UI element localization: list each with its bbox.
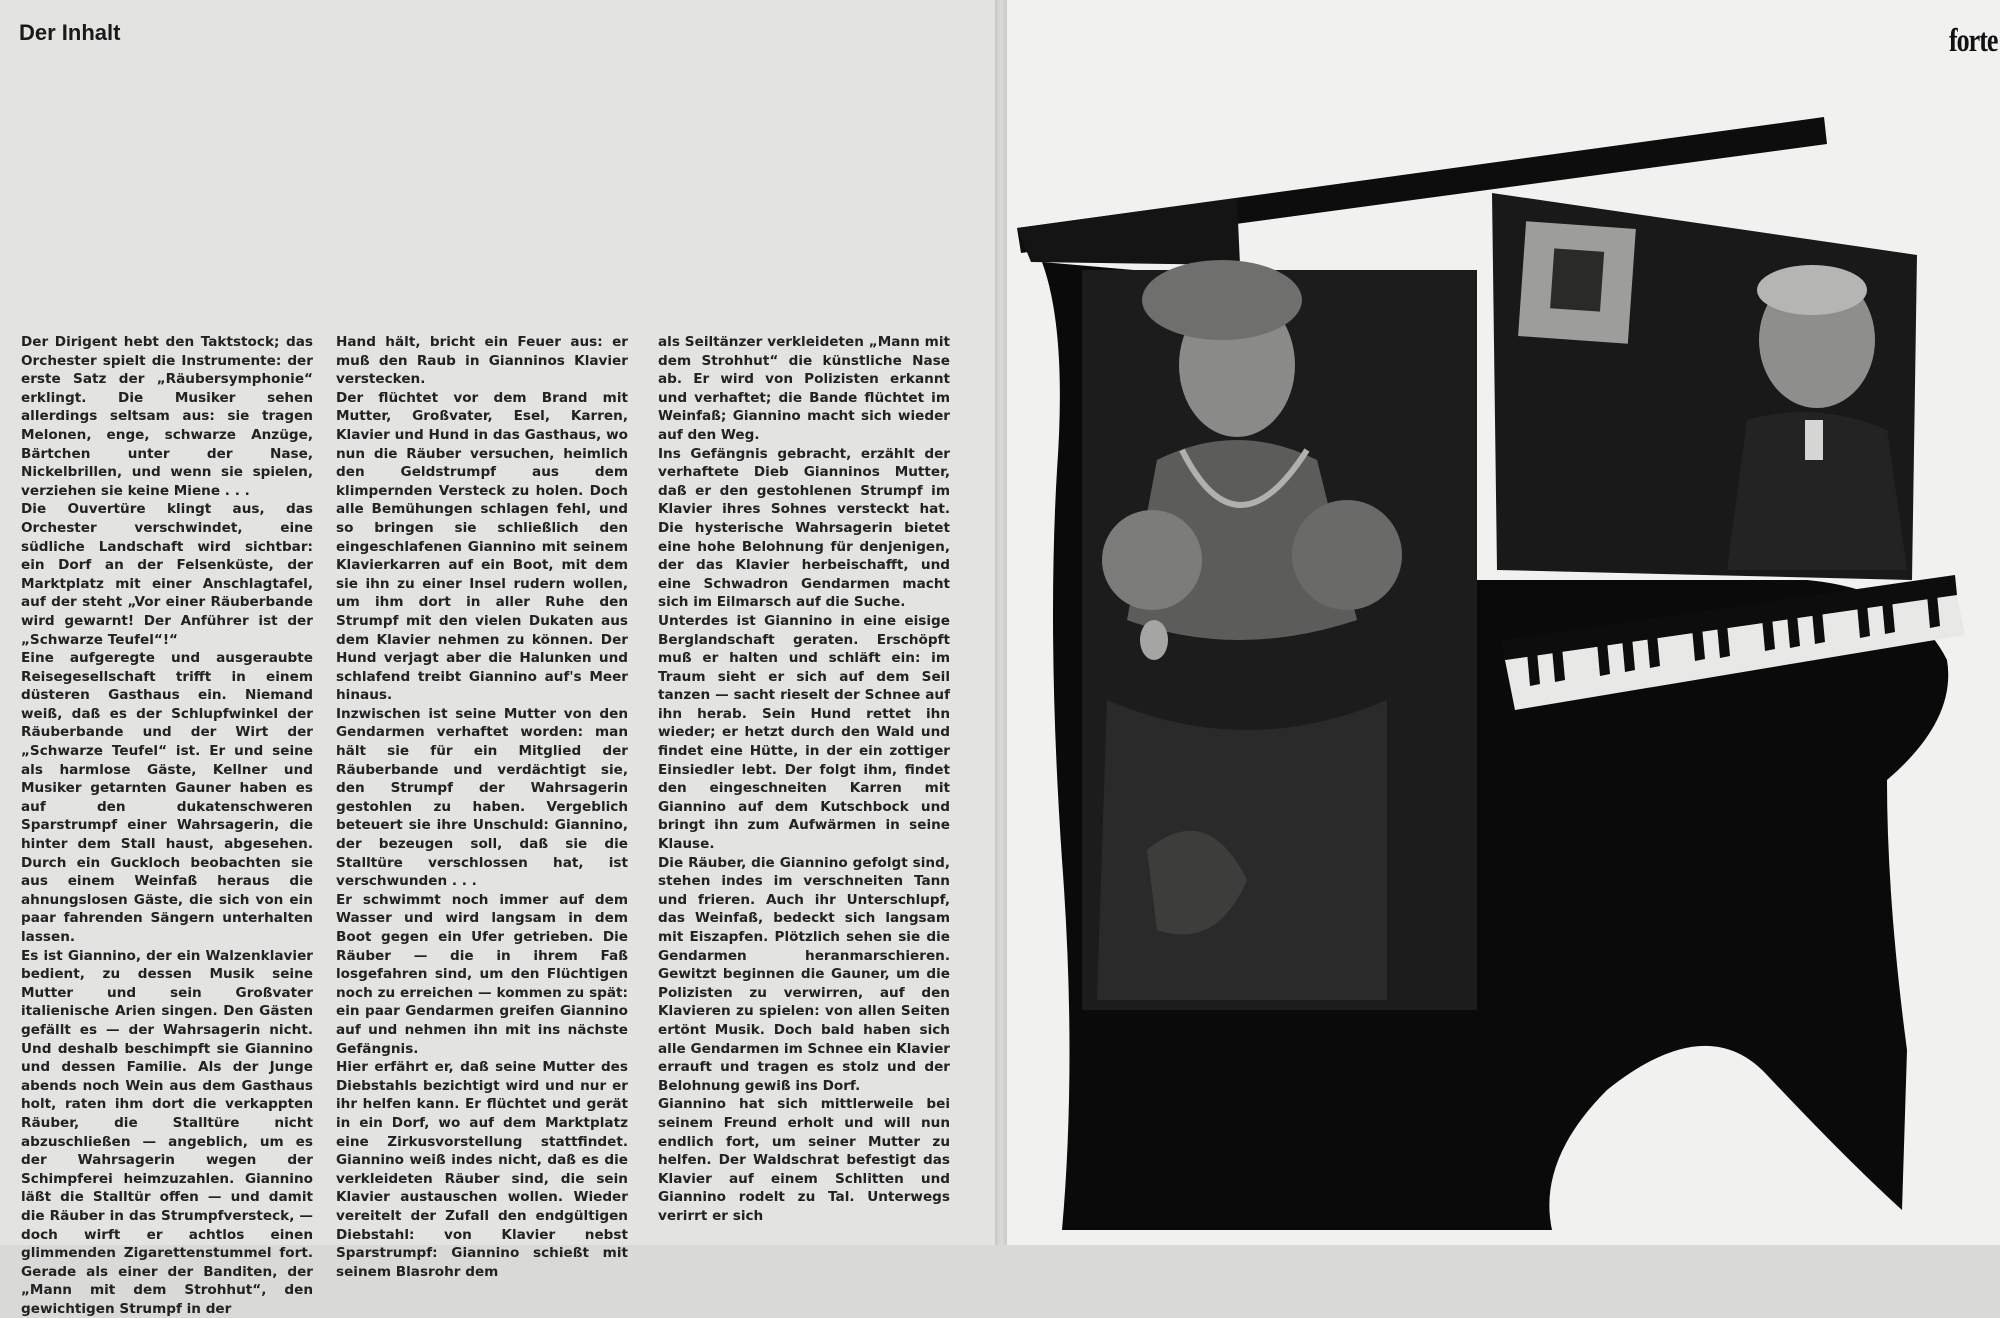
paragraph: als Seiltänzer verkleideten „Mann mit dem Strohhut“ die künstliche Nase ab. Er wird von Polizisten erkannt und verhaftet; die Bande flüchtet im Weinfaß; Giannino macht sich wieder auf den Weg. [658, 334, 950, 443]
text-column-1 [21, 333, 313, 1318]
paragraph: Der flüchtet vor dem Brand mit Mutter, Großvater, Esel, Karren, Klavier und Hund in das Gasthaus, wo nun die Räuber versuchen, heimlich den Geldstrumpf aus dem klimpernden Versteck zu holen. Doch alle Bemühungen schlagen fehl, und so bringen sie schließlich den eingeschlafenen Giannino mit seinem Klavierkarren auf ein Boot, mit dem sie ihn zu einer Insel rudern wollen, um ihm dort in aller Ruhe den Strumpf mit den vielen Dukaten aus dem Klavier nehmen zu können. Der Hund verjagt aber die Halunken und schlafend treibt Giannino auf's Meer hinaus. [336, 389, 628, 704]
paragraph: Hier erfährt er, daß seine Mutter des Diebstahls bezichtigt wird und nur er ihr helfen kann. Er flüchtet und gerät in ein Dorf, wo auf dem Marktplatz eine Zirkusvorstellung stattfindet. Giannino weiß indes nicht, daß es die verkleideten Räuber sind, die sein Klavier austauschen wollen. Wieder vereitelt der Zufall den endgültigen Diebstahl: von Klavier nebst Sparstrumpf: Giannino schießt mit seinem Blasrohr dem [336, 1059, 628, 1280]
brand-logo: forte [1949, 22, 1998, 59]
paragraph: Eine aufgeregte und ausgeraubte Reisegesellschaft trifft in einem düsteren Gasthaus ein. Niemand weiß, daß es der Schlupfwinkel der Räuberbande und der Wirt der „Schwarze Teufel“ ist. Er und seine als harmlose Gäste, Kellner und Musiker getarnten Gauner haben es auf den dukatenschweren Sparstrumpf einer Wahrsagerin, die hinter dem Stall haust, abgesehen. Durch ein Guckloch beobachten sie aus einem Weinfaß heraus die ahnungslosen Gäste, die sich von ein paar fahrenden Sängern unterhalten lassen. [21, 650, 313, 945]
paragraph: Hand hält, bricht ein Feuer aus: er muß den Raub in Gianninos Klavier verstecken. [336, 334, 628, 388]
paragraph: Die Ouvertüre klingt aus, das Orchester verschwindet, eine südliche Landschaft wird sichtbar: ein Dorf an der Felsenküste, der Marktplatz mit einer Anschlagtafel, auf der steht „Vor einer Räuberbande wird gewarnt! Der Anführer ist der „Schwarze Teufel“!“ [21, 501, 313, 648]
page-gutter [995, 0, 1007, 1245]
paragraph: Es ist Giannino, der ein Walzenklavier bedient, zu dessen Musik seine Mutter und sein Großvater italienische Arien singen. Den Gästen gefällt es — der Wahrsagerin nicht. Und deshalb beschimpft sie Giannino und dessen Familie. Als der Junge abends noch Wein aus dem Gasthaus holt, raten ihm dort die verkappten Räuber, die Stalltüre nicht abzuschließen — angeblich, um es der Wahrsagerin wegen der Schimpferei heimzuzahlen. Giannino läßt die Stalltür offen — und damit die Räuber in das Strumpfversteck, — doch wirft er achtlos einen glimmenden Zigarettenstummel fort. Gerade als einer der Banditen, der „Mann mit dem Strohhut“, den gewichtigen Strumpf in der [21, 947, 313, 1317]
paragraph: Der Dirigent hebt den Taktstock; das Orchester spielt die Instrumente: der erste Satz der „Räubersymphonie“ erklingt. Die Musiker sehen allerdings seltsam aus: sie tragen Melonen, enge, schwarze Anzüge, Bärtchen unter der Nase, Nickelbrillen, und wenn sie spielen, verziehen sie keine Miene . . . [21, 334, 313, 499]
paragraph: Ins Gefängnis gebracht, erzählt der verhaftete Dieb Gianninos Mutter, daß er den gestohlenen Strumpf im Klavier ihres Sohnes versteckt hat. Die hysterische Wahrsagerin bietet eine hohe Belohnung für denjenigen, der das Klavier herbeischafft, und eine Schwadron Gendarmen macht sich im Eilmarsch auf die Suche. [658, 445, 950, 611]
section-heading: Der Inhalt [19, 20, 121, 45]
text-column-2 [336, 333, 628, 1281]
paragraph: Die Räuber, die Giannino gefolgt sind, stehen indes im verschneiten Tann und frieren. Auch ihr Unterschlupf, das Weinfaß, bedeckt sich langsam mit Eiszapfen. Plötzlich sehen sie die Gendarmen heranmarschieren. Gewitzt beginnen die Gauner, um die Polizisten zu verwirren, auf den Klavieren zu spielen: von allen Seiten ertönt Musik. Doch bald haben sich alle Gendarmen im Schnee ein Klavier errauft und tragen es stolz und der Belohnung gewiß ins Dorf. [658, 854, 950, 1094]
paragraph: Unterdes ist Giannino in eine eisige Berglandschaft geraten. Erschöpft muß er halten und schläft ein: im Traum sieht er sich auf dem Seil tanzen — sacht rieselt der Schnee auf ihn herab. Sein Hund rettet ihn wieder; er hetzt durch den Wald und findet eine Hütte, in der ein zottiger Einsiedler lebt. Der folgt ihm, findet den eingeschneiten Karren mit Giannino auf dem Kutschbock und bringt ihn zum Aufwärmen in seine Klause. [658, 612, 950, 853]
paragraph: Er schwimmt noch immer auf dem Wasser und wird langsam in dem Boot gegen ein Ufer getrieben. Die Räuber — die in ihrem Faß losgefahren sind, um den Flüchtigen noch zu erreichen — kommen zu spät: ein paar Gendarmen greifen Giannino auf und nehmen ihn mit ins nächste Gefängnis. [336, 891, 628, 1057]
lid-band [1017, 198, 1240, 265]
text-column-3 [658, 333, 950, 1226]
woman-photo [1082, 260, 1477, 1010]
paragraph: Giannino hat sich mittlerweile bei seinem Freund erholt und will nun endlich fort, um seiner Mutter zu helfen. Der Waldschrat befestigt das Klavier auf einem Schlitten und Giannino rodelt zu Tal. Unterwegs verirrt er sich [658, 1096, 950, 1224]
paragraph: Inzwischen ist seine Mutter von den Gendarmen verhaftet worden: man hält sie für ein Mitglied der Räuberbande und verdächtigt sie, den Strumpf der Wahrsagerin gestohlen zu haben. Vergeblich beteuert sie ihre Unschuld: Giannino, der bezeugen soll, daß sie die Stalltüre verschlossen hat, ist verschwunden . . . [336, 705, 628, 890]
piano-collage-illustration [1007, 0, 2000, 1245]
man-photo [1492, 193, 1917, 580]
